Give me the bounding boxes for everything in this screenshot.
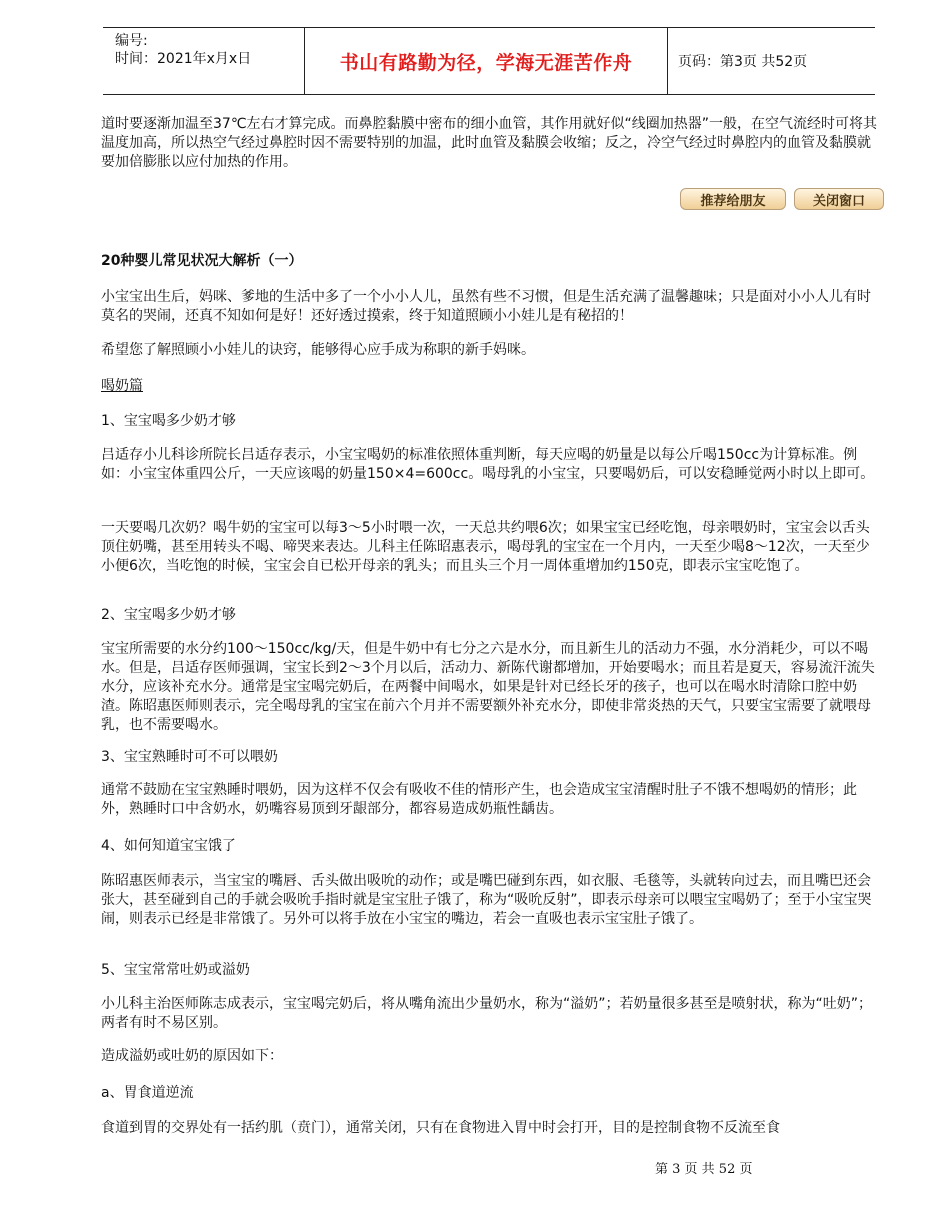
- paragraph-1: [101, 288, 879, 326]
- paragraph-4: [101, 519, 879, 576]
- paragraph-1-text: 小宝宝出生后，妈咪、爹地的生活中多了一个小小人儿，虽然有些不习惯，但是生活充满了温馨趣味；只是面对小小人儿有时莫名的哭闹，还真不知如何是好！还好透过摸索，终于知道照顾小小娃儿是有秘招的！: [101, 289, 871, 324]
- header-motto-cell: [305, 28, 668, 94]
- paragraph-5-text: 宝宝所需要的水分约100～150cc/kg/天，但是牛奶中有七分之六是水分，而且新生儿的活动力不强，水分消耗少，可以不喝水。但是，吕适存医师强调，宝宝长到2～3个月以后，活动力、新陈代谢都增加，开始要喝水；而且若是夏天，容易流汗流失水分，应该补充水分。通常是宝宝喝完奶后，在两餐中间喝水，如果是针对已经长牙的孩子，也可以在喝水时清除口腔中奶渣。陈昭惠医师则表示，完全喝母乳的宝宝在前六个月并不需要额外补充水分，即使非常炎热的天气，只要宝宝需要了就喂母乳，也不需要喝水。: [101, 641, 875, 733]
- time-label: 时间：2021年x月x日: [115, 51, 252, 67]
- heading-6: a、胃食道逆流: [101, 1085, 194, 1101]
- heading-4: 4、如何知道宝宝饿了: [101, 838, 236, 854]
- paragraph-8-text: 小儿科主治医师陈志成表示，宝宝喝完奶后，将从嘴角流出少量奶水，称为“溢奶”；若奶量很多甚至是喷射状，称为“吐奶”；两者有时不易区别。: [101, 996, 873, 1031]
- heading-2: 2、宝宝喝多少奶才够: [101, 607, 236, 623]
- paragraph-2: [101, 341, 879, 360]
- paragraph-3-text: 吕适存小儿科诊所院长吕适存表示，小宝宝喝奶的标准依照体重判断，每天应喝的奶量是以每公斤喝150cc为计算标准。例如：小宝宝体重四公斤，一天应该喝的奶量150×4=600cc。喝母乳的小宝宝，只要喝奶后，可以安稳睡觉两小时以上即可。: [101, 447, 875, 482]
- header-info-cell: [103, 28, 305, 94]
- code-label: 编号:: [115, 33, 148, 49]
- close-window-button[interactable]: 关闭窗口: [794, 188, 884, 210]
- paragraph-5: [101, 640, 879, 735]
- paragraph-8: [101, 995, 879, 1033]
- paragraph-9: 造成溢奶或吐奶的原因如下：: [101, 1048, 283, 1064]
- heading-3: 3、宝宝熟睡时可不可以喂奶: [101, 749, 278, 765]
- intro-text: 道时要逐渐加温至37℃左右才算完成。而鼻腔黏膜中密布的细小血管，其作用就好似“线圈加热器”一般，在空气流经时可将其温度加高，所以热空气经过鼻腔时因不需要特别的加温，此时血管及黏膜会收缩；反之，冷空气经过时鼻腔内的血管及黏膜就要加倍膨胀以应付加热的作用。: [101, 116, 878, 170]
- paragraph-7: [101, 872, 879, 929]
- heading-1: 1、宝宝喝多少奶才够: [101, 413, 236, 429]
- paragraph-10-text: 食道到胃的交界处有一括约肌（贲门），通常关闭，只有在食物进入胃中时会打开，目的是控制食物不反流至食: [101, 1120, 780, 1136]
- recommend-button[interactable]: 推荐给朋友: [680, 188, 786, 210]
- paragraph-3: [101, 446, 879, 484]
- motto: 书山有路勤为径，学海无涯苦作舟: [339, 51, 633, 74]
- paragraph-4-text: 一天要喝几次奶？喝牛奶的宝宝可以每3～5小时喂一次，一天总共约喂6次；如果宝宝已经吃饱，母亲喂奶时，宝宝会以舌头顶住奶嘴，甚至用转头不喝、啼哭来表达。儿科主任陈昭惠表示，喝母乳的宝宝在一个月内，一天至少喝8～12次，一天至少小便6次，当吃饱的时候，宝宝会自已松开母亲的乳头；而且头三个月一周体重增加约150克，即表示宝宝吃饱了。: [101, 520, 870, 574]
- paragraph-6: [101, 781, 879, 819]
- heading-5: 5、宝宝常常吐奶或溢奶: [101, 962, 250, 978]
- document-header: [103, 27, 875, 95]
- article-title: 20种婴儿常见状况大解析（一）: [101, 253, 303, 269]
- paragraph-7-text: 陈昭惠医师表示，当宝宝的嘴唇、舌头做出吸吮的动作；或是嘴巴碰到东西，如衣服、毛毯等，头就转向过去，而且嘴巴还会张大，甚至碰到自己的手就会吸吮手指时就是宝宝肚子饿了，称为“吸吮反射”，即表示母亲可以喂宝宝喝奶了；至于小宝宝哭闹，则表示已经是非常饿了。另外可以将手放在小宝宝的嘴边，若会一直吸也表示宝宝肚子饿了。: [101, 873, 872, 927]
- header-page-cell: [668, 28, 875, 94]
- section-heading: 喝奶篇: [101, 378, 143, 394]
- page-footer: 第 3 页 共 52 页: [655, 1162, 753, 1177]
- page-label: 页码：第3页 共52页: [678, 54, 808, 70]
- paragraph-2-text: 希望您了解照顾小小娃儿的诀窍，能够得心应手成为称职的新手妈咪。: [101, 342, 535, 358]
- paragraph-10: [101, 1119, 879, 1138]
- paragraph-6-text: 通常不鼓励在宝宝熟睡时喂奶，因为这样不仅会有吸收不佳的情形产生，也会造成宝宝清醒时肚子不饿不想喝奶的情形；此外，熟睡时口中含奶水，奶嘴容易顶到牙龈部分，都容易造成奶瓶性龋齿。: [101, 782, 857, 817]
- intro-paragraph: [101, 115, 879, 172]
